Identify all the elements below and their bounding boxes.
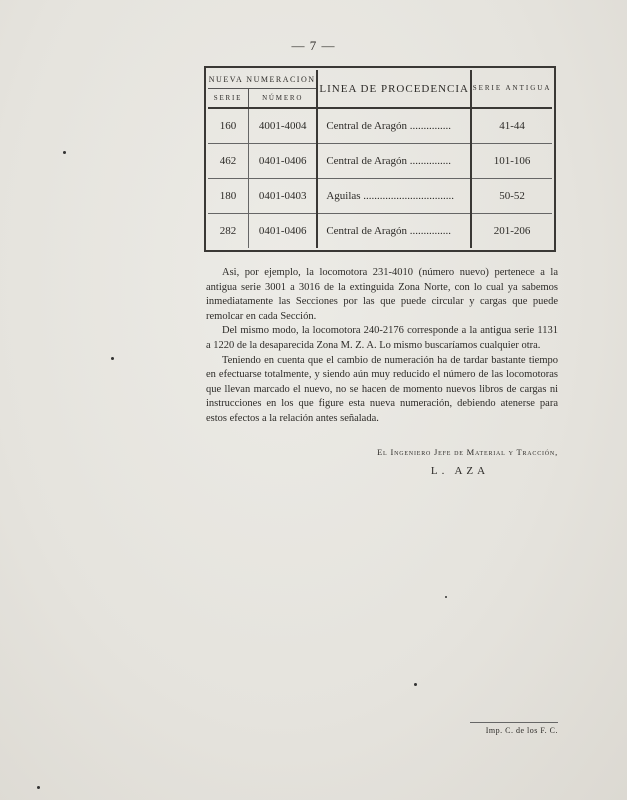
paper-speck bbox=[445, 596, 447, 598]
cell-linea: Central de Aragón ............... bbox=[317, 108, 471, 144]
paper-speck bbox=[414, 683, 417, 686]
header-numero: NÚMERO bbox=[249, 89, 318, 109]
paragraph: Asi, por ejemplo, la locomotora 231-4010 (número nuevo) pertenece a la antigua serie 3001 a 3016 de la extinguida Zona Norte, con lo cual ya sabemos inmediatamente las Secciones por las que puede circular y cargas que puede remolcar en cada Sección. bbox=[206, 267, 558, 322]
cell-numero: 0401-0406 bbox=[249, 214, 318, 249]
paper-speck bbox=[37, 786, 40, 789]
table-row bbox=[208, 108, 552, 144]
cell-serie: 462 bbox=[208, 144, 249, 179]
cell-antigua: 101-106 bbox=[471, 144, 552, 179]
header-nueva-numeracion: NUEVA NUMERACION bbox=[208, 70, 317, 89]
header-linea: LINEA DE PROCEDENCIA bbox=[317, 70, 471, 108]
signature-name: L. AZA bbox=[430, 465, 490, 477]
cell-linea: Central de Aragón ............... bbox=[317, 144, 471, 179]
page-number: — 7 — bbox=[291, 38, 336, 53]
cell-linea: Aguilas ................................. bbox=[317, 179, 471, 214]
header-serie-antigua: SERIE ANTIGUA bbox=[471, 70, 552, 108]
table-row bbox=[208, 214, 552, 249]
body-text bbox=[206, 266, 558, 427]
cell-serie: 160 bbox=[208, 108, 249, 144]
table-row bbox=[208, 179, 552, 214]
signature-title: El Ingeniero Jefe de Material y Tracción, bbox=[377, 447, 558, 457]
cell-numero: 0401-0406 bbox=[249, 144, 318, 179]
table-row bbox=[208, 144, 552, 179]
cell-antigua: 50-52 bbox=[471, 179, 552, 214]
printer-imprint: Imp. C. de los F. C. bbox=[470, 722, 558, 735]
cell-serie: 180 bbox=[208, 179, 249, 214]
header-serie: SERIE bbox=[208, 89, 249, 109]
cell-antigua: 41-44 bbox=[471, 108, 552, 144]
paper-speck bbox=[111, 357, 114, 360]
cell-serie: 282 bbox=[219, 225, 237, 237]
cell-antigua: 201-206 bbox=[471, 214, 552, 249]
paper-speck bbox=[63, 151, 66, 154]
cell-linea: Central de Aragón ............... bbox=[317, 214, 471, 249]
paragraph: Del mismo modo, la locomotora 240-2176 corresponde a la antigua serie 1131 a 1220 de la desaparecida Zona M. Z. A. Lo mismo buscaríamos cualquier otra. bbox=[206, 325, 558, 351]
paragraph: Teniendo en cuenta que el cambio de numeración ha de tardar bastante tiempo en efectuarse totalmente, y siendo aún muy reducido el número de las locomotoras que llevan marcado el nuevo, no se hacen de momento nuevos libros de cargas ni instrucciones en los que figure esta nueva numeración, debiendo atenerse para estos efectos a la relación antes señalada. bbox=[206, 354, 558, 424]
cell-numero: 4001-4004 bbox=[249, 108, 318, 144]
renumbering-table bbox=[204, 66, 556, 252]
cell-numero: 0401-0403 bbox=[249, 179, 318, 214]
